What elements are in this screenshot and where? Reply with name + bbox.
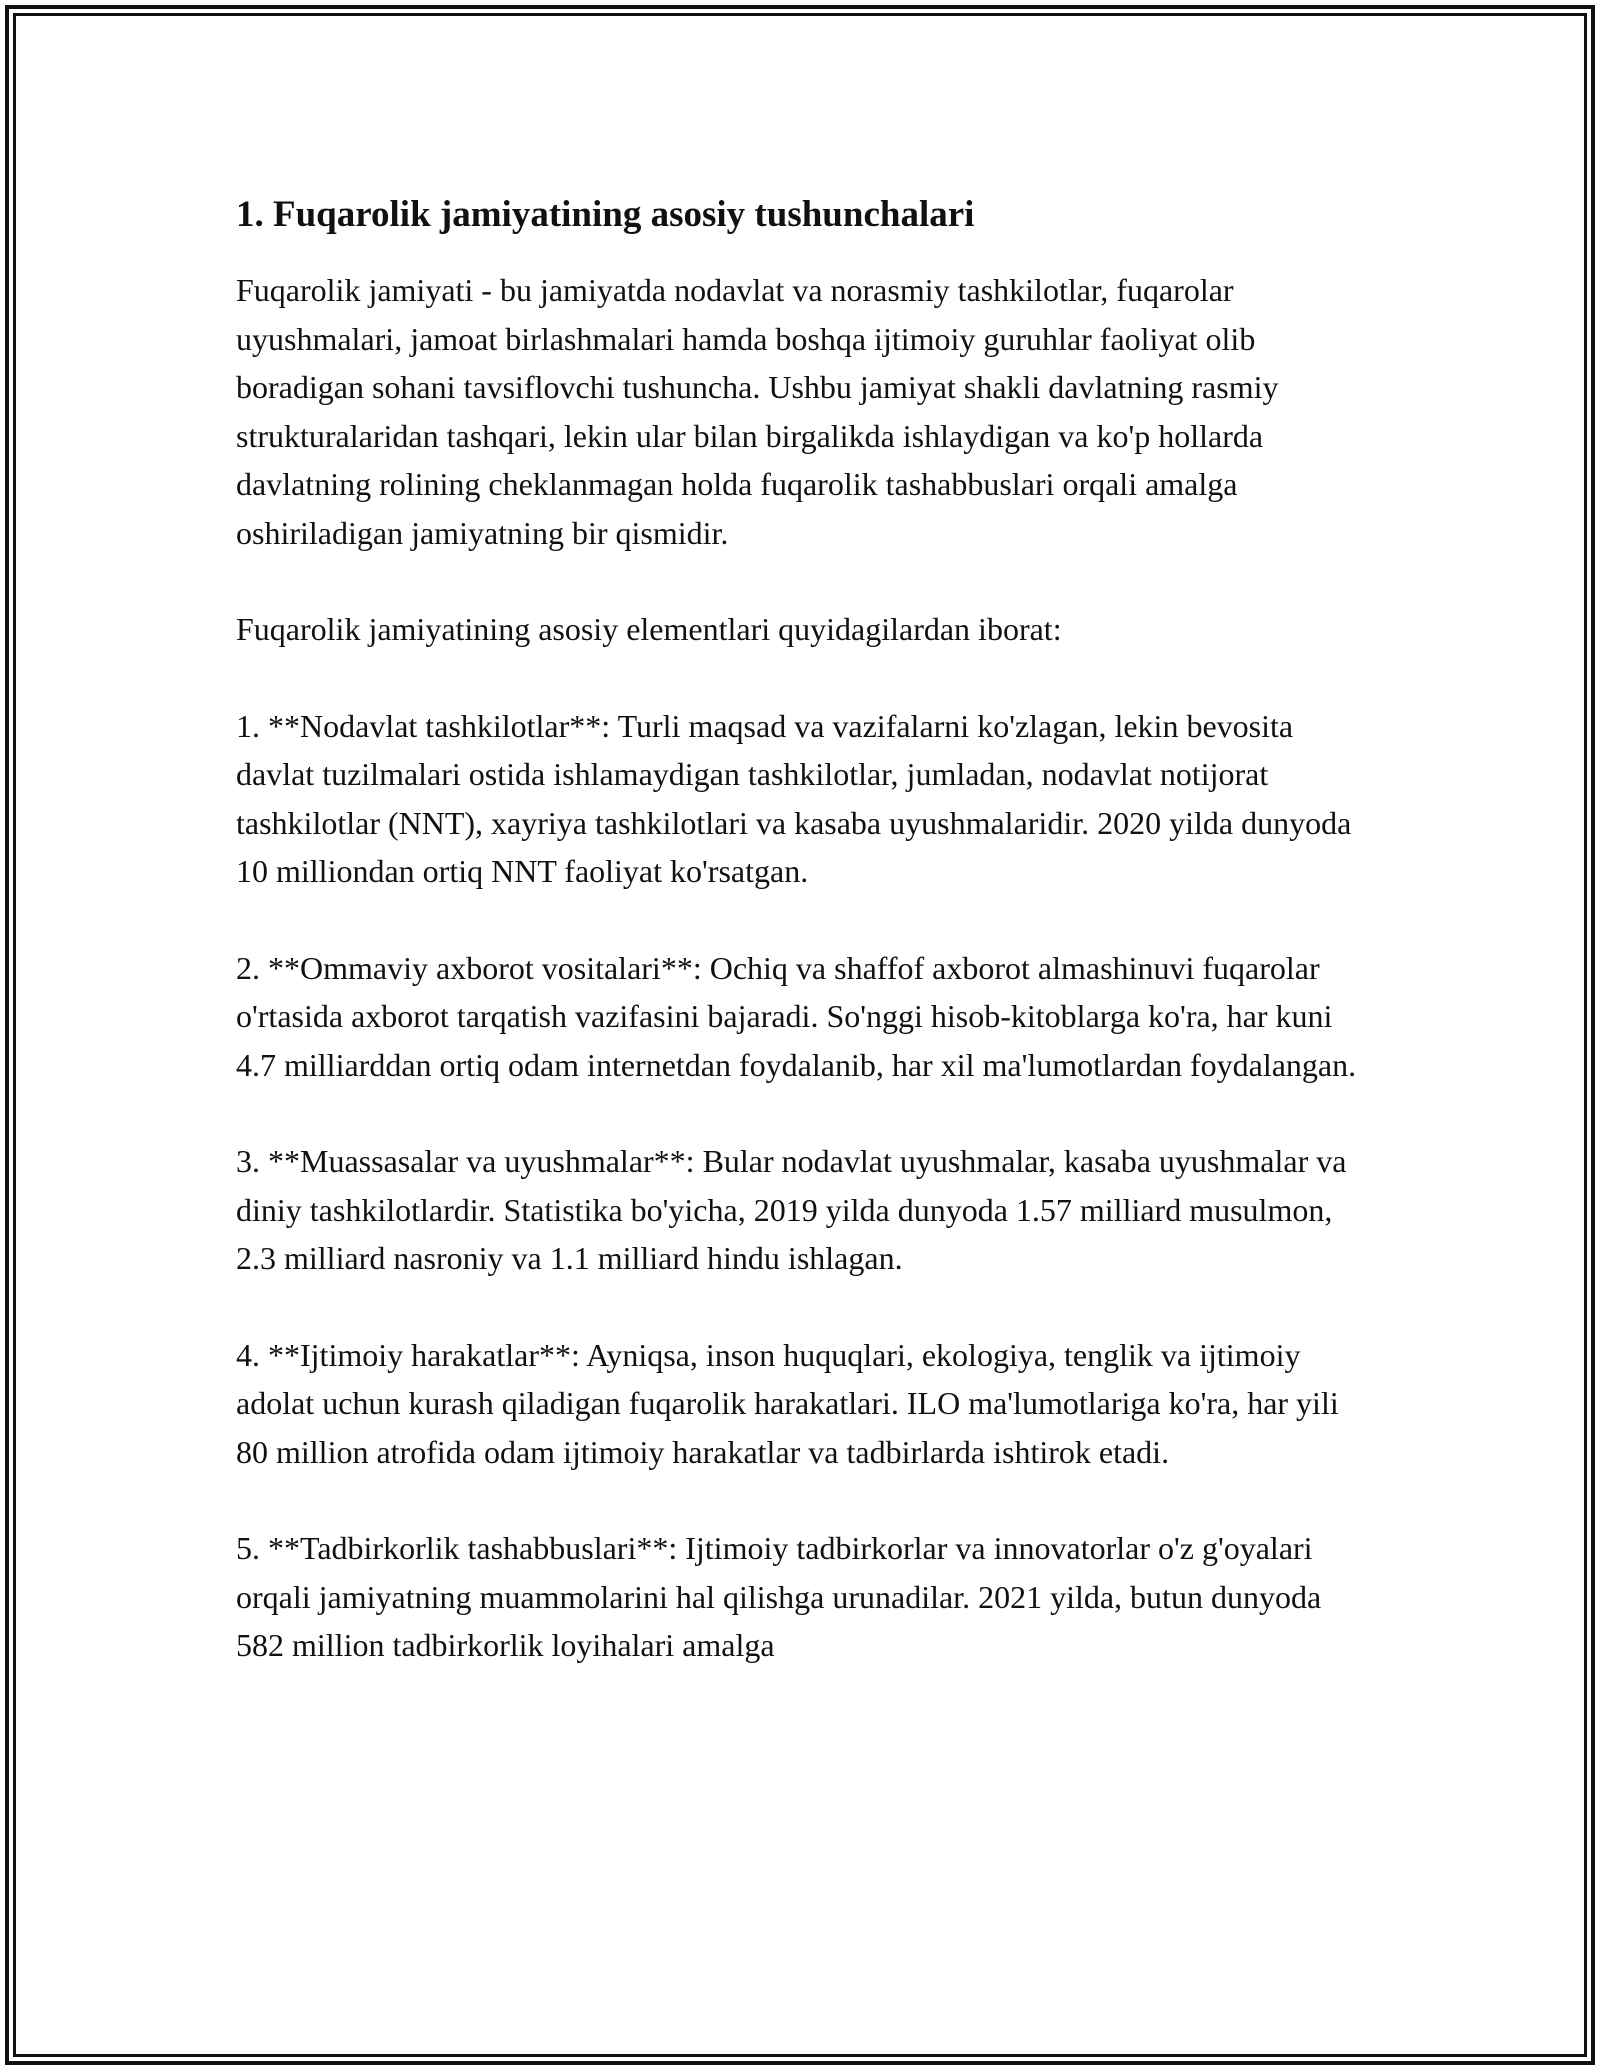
- document-body: [236, 186, 1376, 1670]
- intro-paragraph: Fuqarolik jamiyati - bu jamiyatda nodavlat va norasmiy tashkilotlar, fuqarolar uyushmalari, jamoat birlashmalari hamda boshqa ijtimoiy guruhlar faoliyat olib boradigan sohani tavsiflovchi tushuncha. Ushbu jamiyat shakli davlatning rasmiy strukturalaridan tashqari, lekin ular bilan birgalikda ishlaydigan va ko'p hollarda davlatning rolining cheklanmagan holda fuqarolik tashabbuslari orqali amalga oshiriladigan jamiyatning bir qismidir.: [236, 272, 1279, 551]
- list-item-entrepreneurship: 5. **Tadbirkorlik tashabbuslari**: Ijtimoiy tadbirkorlar va innovatorlar o'z g'oyalari orqali jamiyatning muammolarini hal qilishga urunadilar. 2021 yilda, butun dunyoda 582 million tadbirkorlik loyihalari amalga: [236, 1530, 1322, 1663]
- elements-intro-paragraph: Fuqarolik jamiyatining asosiy elementlari quyidagilardan iborat:: [236, 611, 1062, 647]
- list-item-social-movements: 4. **Ijtimoiy harakatlar**: Ayniqsa, inson huquqlari, ekologiya, tenglik va ijtimoiy adolat uchun kurash qiladigan fuqarolik harakatlari. ILO ma'lumotlariga ko'ra, har yili 80 million atrofida odam ijtimoiy harakatlar va tadbirlarda ishtirok etadi.: [236, 1336, 1339, 1470]
- list-item-ngo: 1. **Nodavlat tashkilotlar**: Turli maqsad va vazifalarni ko'zlagan, lekin bevosita davlat tuzilmalari ostida ishlamaydigan tashkilotlar, jumladan, nodavlat notijorat tashkilotlar (NNT), xayriya tashkilotlari va kasaba uyushmalaridir. 2020 yilda dunyoda 10 milliondan ortiq NNT faoliyat ko'rsatgan.: [236, 707, 1352, 889]
- list-item-media: 2. **Ommaviy axborot vositalari**: Ochiq va shaffof axborot almashinuvi fuqarolar o'rtasida axborot tarqatish vazifasini bajaradi. So'nggi hisob-kitoblarga ko'ra, har kuni 4.7 milliarddan ortiq odam internetdan foydalanib, har xil ma'lumotlardan foydalangan.: [236, 949, 1357, 1083]
- list-item-institutions: 3. **Muassasalar va uyushmalar**: Bular nodavlat uyushmalar, kasaba uyushmalar va diniy tashkilotlardir. Statistika bo'yicha, 2019 yilda dunyoda 1.57 milliard musulmon, 2.3 milliard nasroniy va 1.1 milliard hindu ishlagan.: [236, 1143, 1347, 1276]
- section-heading: 1. Fuqarolik jamiyatining asosiy tushunchalari: [236, 194, 975, 235]
